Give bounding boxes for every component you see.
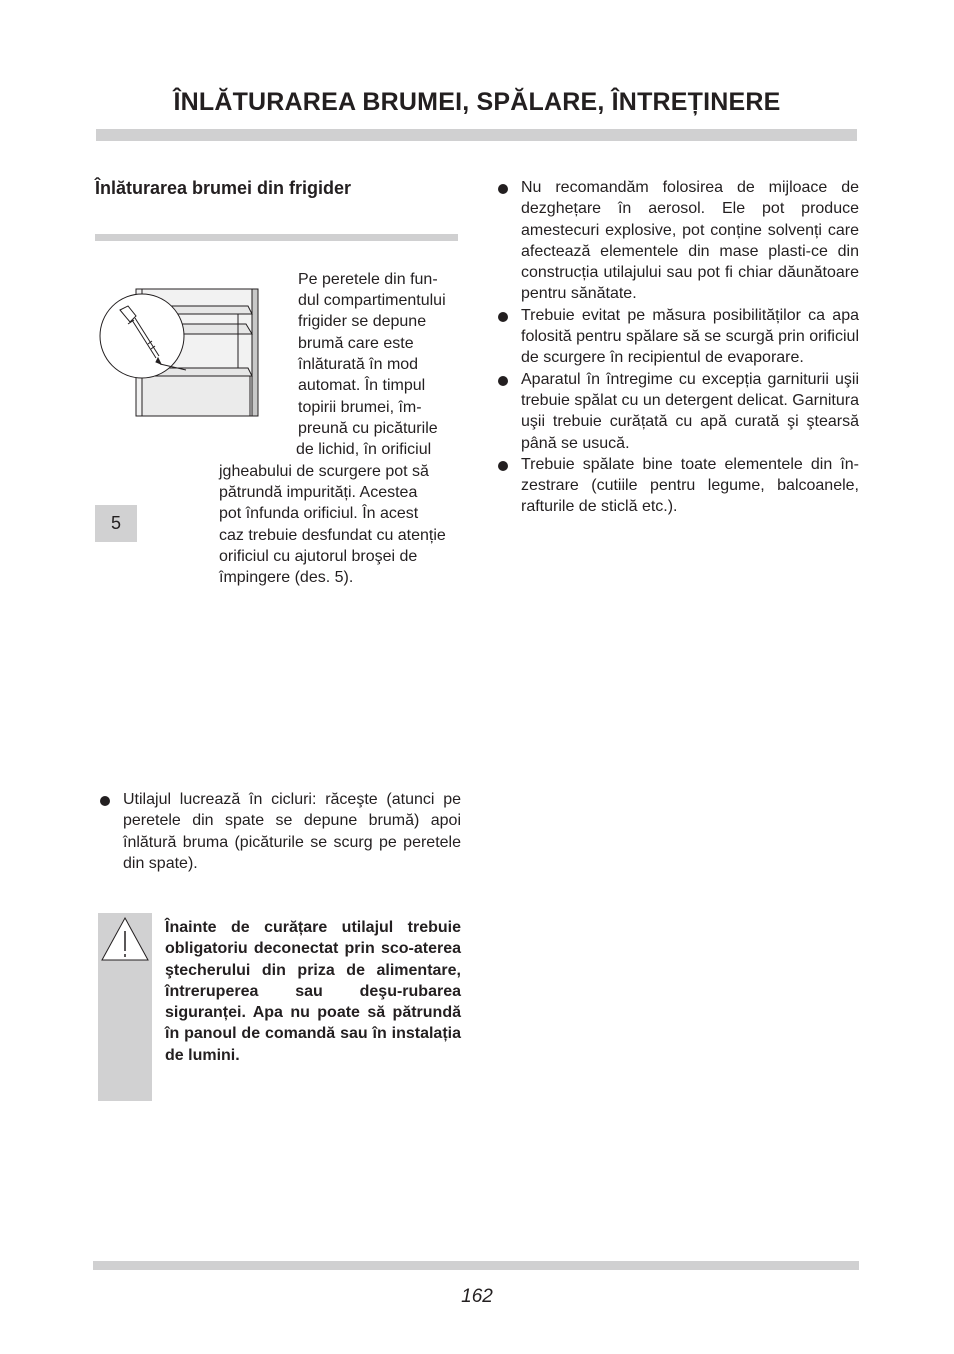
intro-line: topirii brumei, îm- bbox=[298, 399, 422, 416]
intro-line: Pe peretele din fun- bbox=[298, 271, 438, 288]
section-subtitle: Înlăturarea brumei din frigider bbox=[95, 178, 352, 198]
bullet-item: Utilajul lucrează în cicluri: răceşte (atunci pe peretele din spate se depune brumă) apoi înlătură bruma (picăturile se scurg pe peretele din spate). bbox=[98, 789, 461, 874]
intro-line: caz trebuie desfundat cu atenție bbox=[219, 527, 446, 544]
bullet-list-left bbox=[98, 789, 461, 874]
bullet-item: Aparatul în întregime cu excepția garniturii uşii trebuie spălat cu un detergent delicat. Garnitura uşii trebuie curățată cu apă curată şi ştearsă până se usucă. bbox=[496, 369, 859, 454]
intro-line: de lichid, în orificiul bbox=[296, 441, 432, 458]
intro-line: pătrundă impurități. Acestea bbox=[219, 484, 418, 501]
warning-triangle-icon bbox=[99, 914, 151, 964]
warning-text: Înainte de curățare utilajul trebuie obligatoriu deconectat prin sco-aterea ştecherului din priza de alimentare, întreruperea sau deşu-rubarea siguranței. Apa nu poate să pătrundă în panoul de comandă sau în instalația de lumini. bbox=[165, 919, 461, 1064]
page-title: ÎNLĂTURAREA BRUMEI, SPĂLARE, ÎNTREȚINERE bbox=[173, 88, 781, 116]
intro-line: jgheabului de scurgere pot să bbox=[219, 463, 429, 480]
subtitle-divider bbox=[95, 234, 458, 241]
bullet-list-right bbox=[496, 177, 859, 518]
figure-label: 5 bbox=[95, 505, 137, 542]
intro-line: frigider se depune bbox=[298, 313, 427, 330]
intro-line: împingere (des. 5). bbox=[219, 569, 354, 586]
bullet-item: Nu recomandăm folosirea de mijloace de dezghețare în aerosol. Ele pot produce amestecuri explosive, pot conține solvenți care afectează elementele din mase plasti-ce din construcția utilajului sau pot fi chiar dăunătoare pentru sănătate. bbox=[496, 177, 859, 305]
intro-line: automat. În timpul bbox=[298, 377, 426, 394]
bullet-item: Trebuie spălate bine toate elementele din în-zestrare (cutiile pentru legume, balcoanele, rafturile de sticlă etc.). bbox=[496, 454, 859, 518]
intro-line: înlăturată în mod bbox=[298, 356, 419, 373]
intro-line: preună cu picăturile bbox=[298, 420, 438, 437]
intro-line: brumă care este bbox=[298, 335, 414, 352]
page-number: 162 bbox=[461, 1286, 493, 1307]
title-divider bbox=[96, 129, 857, 141]
intro-line: orificiul cu ajutorul broşei de bbox=[219, 548, 418, 565]
fridge-drain-illustration bbox=[98, 284, 264, 420]
footer-divider bbox=[93, 1261, 859, 1270]
bullet-item: Trebuie evitat pe măsura posibilităților ca apa folosită pentru spălare să se scurgă prin orificiul de scurgere în recipientul de evaporare. bbox=[496, 305, 859, 369]
intro-line: dul compartimentului bbox=[298, 292, 446, 309]
intro-line: pot înfunda orificiul. În acest bbox=[219, 505, 419, 522]
